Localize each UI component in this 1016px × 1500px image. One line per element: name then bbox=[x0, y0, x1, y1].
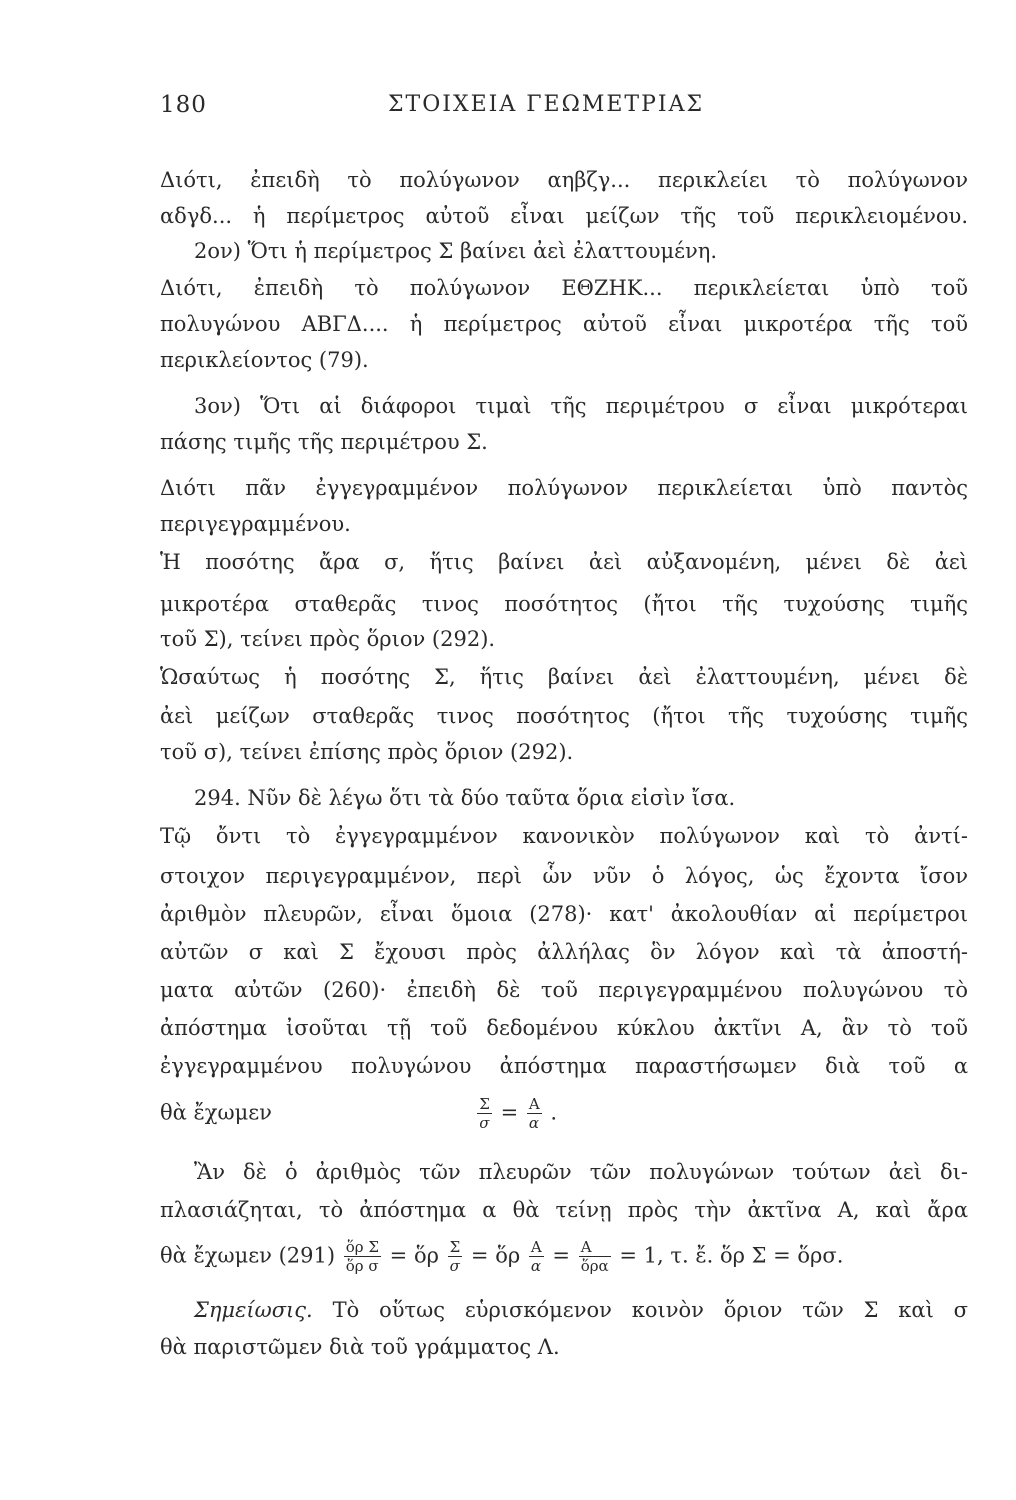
fraction bbox=[527, 1097, 542, 1131]
note-label: Σημείωσις. bbox=[194, 1298, 313, 1322]
period: . bbox=[550, 1100, 558, 1125]
text-line: Ἡ ποσότης ἄρα σ, ἥτις βαίνει ἀεὶ αὐξανομένη, μένει δὲ ἀεὶ bbox=[160, 550, 968, 574]
formula-text: = bbox=[552, 1243, 571, 1268]
formula-text: = ὅρ bbox=[389, 1243, 439, 1268]
note-line bbox=[160, 1296, 968, 1324]
formula-text: = ὅρ bbox=[470, 1243, 521, 1268]
fraction bbox=[477, 1097, 492, 1131]
numerator: Σ bbox=[449, 1238, 461, 1256]
text-line: πάσης τιμῆς τῆς περιμέτρου Σ. bbox=[160, 430, 488, 454]
formula-line-1 bbox=[160, 1097, 968, 1131]
text-line: ἐγγεγραμμένου πολυγώνου ἀπόστημα παραστήσωμεν διὰ τοῦ α bbox=[160, 1054, 968, 1078]
text-line: περικλείοντος (79). bbox=[160, 348, 369, 372]
text-line: στοιχον περιγεγραμμένον, περὶ ὧν νῦν ὁ λόγος, ὡς ἔχοντα ἴσον bbox=[160, 864, 968, 888]
numerator: Α bbox=[530, 1238, 542, 1256]
text-line: 2ον) Ὅτι ἡ περίμετρος Σ βαίνει ἀεὶ ἐλαττουμένη. bbox=[194, 239, 718, 263]
fraction bbox=[448, 1240, 463, 1274]
formula-lead: θὰ ἔχωμεν (291) bbox=[160, 1243, 336, 1268]
formula-text: = 1, τ. ἔ. ὅρ Σ = ὅρσ. bbox=[619, 1243, 844, 1268]
formula-line-2 bbox=[160, 1240, 968, 1274]
text-line: αὐτῶν σ καὶ Σ ἔχουσι πρὸς ἀλλήλας ὃν λόγον καὶ τὰ ἀποστή- bbox=[160, 940, 968, 964]
text-line: ἀπόστημα ἰσοῦται τῇ τοῦ δεδομένου κύκλου ἀκτῖνι Α, ἂν τὸ τοῦ bbox=[160, 1016, 968, 1040]
text-line: μικροτέρα σταθερᾶς τινος ποσότητος (ἤτοι τῆς τυχούσης τιμῆς bbox=[160, 592, 968, 616]
numerator: Σ bbox=[479, 1095, 490, 1113]
equals-sign: = bbox=[500, 1100, 519, 1125]
text-line: αδγδ... ἡ περίμετρος αὐτοῦ εἶναι μείζων τῆς τοῦ περικλειομένου. bbox=[160, 204, 968, 228]
denominator: ὅρα bbox=[580, 1257, 609, 1275]
denominator: σ bbox=[479, 1114, 490, 1132]
numerator: ὅρ Σ bbox=[345, 1238, 379, 1256]
text-line: Τῷ ὄντι τὸ ἐγγεγραμμένον κανονικὸν πολύγωνον καὶ τὸ ἀντί- bbox=[160, 824, 968, 848]
denominator: σ bbox=[449, 1257, 460, 1275]
text-line: πολυγώνου ΑΒΓΔ.... ἡ περίμετρος αὐτοῦ εἶναι μικροτέρα τῆς τοῦ bbox=[160, 312, 968, 336]
section-294-heading: 294. Νῦν δὲ λέγω ὅτι τὰ δύο ταῦτα ὅρια εἰσὶν ἴσα. bbox=[194, 786, 736, 810]
text-line: τοῦ Σ), τείνει πρὸς ὅριον (292). bbox=[160, 627, 496, 651]
denominator: ὅρ σ bbox=[345, 1257, 379, 1275]
fraction bbox=[344, 1240, 381, 1274]
note-line: θὰ παριστῶμεν διὰ τοῦ γράμματος Λ. bbox=[160, 1335, 560, 1359]
text-line: Ἂν δὲ ὁ ἀριθμὸς τῶν πλευρῶν τῶν πολυγώνων τούτων ἀεὶ δι- bbox=[194, 1160, 968, 1184]
text-line: 3ον) Ὅτι αἱ διάφοροι τιμαὶ τῆς περιμέτρου σ εἶναι μικρότεραι bbox=[194, 394, 968, 418]
formula-lead: θὰ ἔχωμεν bbox=[160, 1100, 272, 1125]
text-line: Διότι, ἐπειδὴ τὸ πολύγωνον αηβζγ... περικλείει τὸ πολύγωνον bbox=[160, 168, 968, 192]
denominator: α bbox=[530, 1257, 542, 1275]
text-line: Διότι πᾶν ἐγγεγραμμένον πολύγωνον περικλείεται ὑπὸ παντὸς bbox=[160, 476, 968, 500]
text-line: ἀεὶ μείζων σταθερᾶς τινος ποσότητος (ἤτοι τῆς τυχούσης τιμῆς bbox=[160, 704, 968, 728]
text-line: Διότι, ἐπειδὴ τὸ πολύγωνον ΕΘΖΗΚ... περικλείεται ὑπὸ τοῦ bbox=[160, 276, 968, 300]
text-line: πλασιάζηται, τὸ ἀπόστημα α θὰ τείνῃ πρὸς τὴν ἀκτῖνα Α, καὶ ἄρα bbox=[160, 1198, 968, 1222]
fraction bbox=[529, 1240, 544, 1274]
text-line: περιγεγραμμένου. bbox=[160, 512, 351, 536]
fraction bbox=[579, 1240, 611, 1274]
text-line: ἀριθμὸν πλευρῶν, εἶναι ὅμοια (278)· κατ' ἀκολουθίαν αἱ περίμετροι bbox=[160, 902, 968, 926]
text-line: τοῦ σ), τείνει ἐπίσης πρὸς ὅριον (292). bbox=[160, 740, 574, 764]
note-text: Τὸ οὕτως εὑρισκόμενον κοινὸν ὅριον τῶν Σ καὶ σ bbox=[332, 1298, 968, 1322]
text-line: ματα αὐτῶν (260)· ἐπειδὴ δὲ τοῦ περιγεγραμμένου πολυγώνου τὸ bbox=[160, 978, 968, 1002]
page-header bbox=[160, 92, 770, 128]
denominator: α bbox=[528, 1114, 540, 1132]
numerator: Α bbox=[579, 1240, 611, 1257]
running-title: ΣΤΟΙΧΕΙΑ ΓΕΩΜΕΤΡΙΑΣ bbox=[388, 92, 705, 117]
text-line: Ὡσαύτως ἡ ποσότης Σ, ἥτις βαίνει ἀεὶ ἐλαττουμένη, μένει δὲ bbox=[160, 665, 968, 689]
page-number: 180 bbox=[160, 92, 207, 118]
numerator: Α bbox=[528, 1095, 540, 1113]
